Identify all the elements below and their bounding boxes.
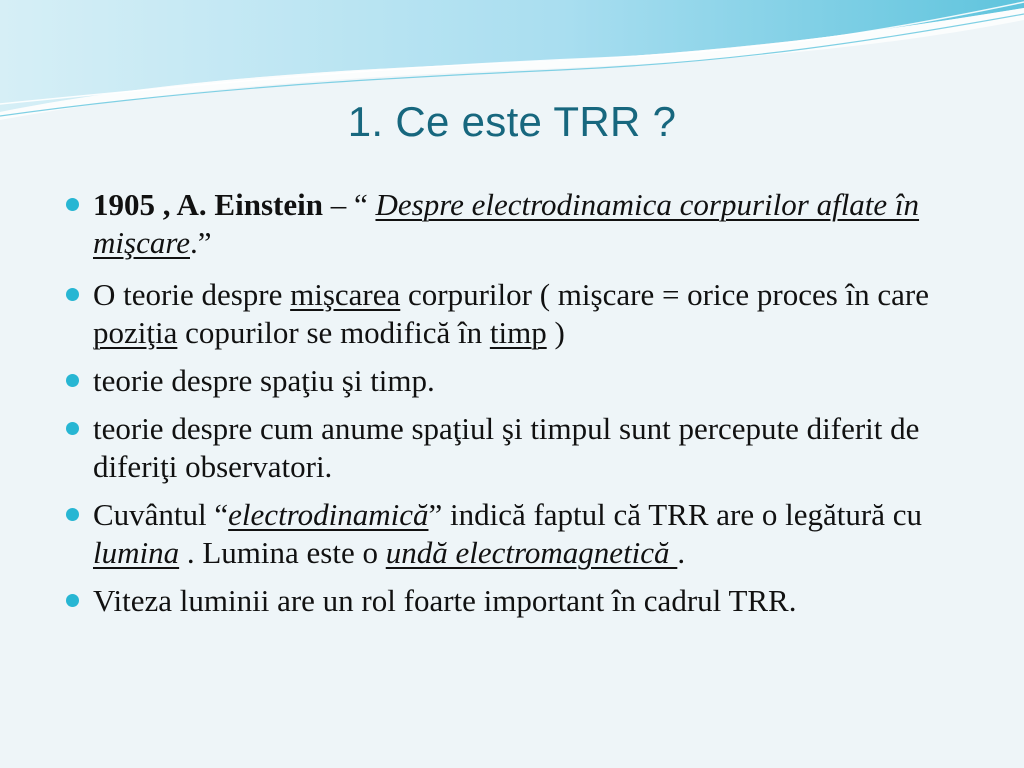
bullet-text-underlined: mişcarea — [290, 277, 401, 312]
bullet-dot-icon — [66, 198, 79, 211]
bullet-text-underlined: poziţia — [93, 315, 178, 350]
bullet-text-emphasis: lumina — [93, 535, 180, 570]
list-item — [62, 276, 962, 352]
list-item — [62, 582, 962, 620]
bullet-dot-icon — [66, 422, 79, 435]
bullet-text-underlined: timp — [489, 315, 547, 350]
bullet-text: ” indică faptul că TRR are o legătură cu — [428, 497, 922, 532]
bullet-text-bold: 1905 , A. Einstein — [93, 187, 323, 222]
bullet-text-emphasis: Despre electrodinamica corpurilor aflate în mişcare — [93, 187, 920, 260]
bullet-dot-icon — [66, 508, 79, 521]
bullet-text: ) — [546, 315, 565, 350]
bullet-text-emphasis: undă electromagnetică — [385, 535, 678, 570]
bullet-text-emphasis: electrodinamică — [228, 497, 429, 532]
list-item — [62, 496, 962, 572]
bullet-dot-icon — [66, 374, 79, 387]
bullet-text: teorie despre spaţiu şi timp. — [93, 363, 435, 398]
bullet-text: .” — [190, 225, 212, 260]
page-title: 1. Ce este TRR ? — [347, 98, 677, 145]
bullet-text: teorie despre cum anume spaţiul şi timpul sunt percepute diferit de diferiţi observatori. — [93, 411, 920, 484]
bullet-dot-icon — [66, 594, 79, 607]
list-item — [62, 186, 962, 262]
list-item — [62, 410, 962, 486]
bullet-dot-icon — [66, 288, 79, 301]
bullet-text: . — [677, 535, 686, 570]
bullet-text: . Lumina este o — [179, 535, 386, 570]
bullet-text: corpurilor ( mişcare = orice proces în care — [400, 277, 930, 312]
bullet-list — [62, 186, 962, 630]
bullet-text: O teorie despre — [93, 277, 291, 312]
list-item — [62, 362, 962, 400]
bullet-text: Viteza luminii are un rol foarte important în cadrul TRR. — [93, 583, 797, 618]
bullet-text: – “ — [322, 187, 376, 222]
bullet-text: copurilor se modifică în — [177, 315, 490, 350]
bullet-text: Cuvântul “ — [93, 497, 229, 532]
